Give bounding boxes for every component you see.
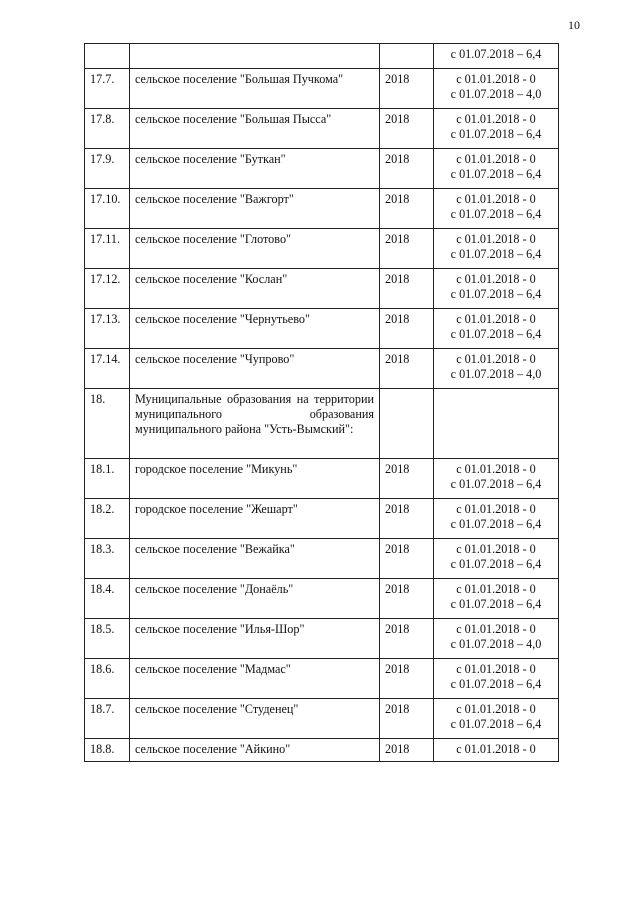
rate-cell: [434, 619, 559, 659]
rates-table: [84, 43, 559, 762]
rate-line: с 01.07.2018 – 6,4: [450, 327, 542, 341]
row-number: 18.: [85, 389, 130, 459]
rate-line: с 01.07.2018 – 4,0: [450, 87, 542, 101]
rate-line: с 01.07.2018 – 6,4: [450, 477, 542, 491]
rate-cell: [434, 699, 559, 739]
rate-line: с 01.01.2018 - 0: [456, 502, 536, 516]
year-cell: 2018: [380, 269, 434, 309]
rate-cell: [434, 229, 559, 269]
rate-cell: [434, 69, 559, 109]
municipality-name: городское поселение "Жешарт": [130, 499, 380, 539]
rate-line: с 01.07.2018 – 6,4: [450, 717, 542, 731]
row-number: 17.11.: [85, 229, 130, 269]
row-number: 18.7.: [85, 699, 130, 739]
row-number: 18.2.: [85, 499, 130, 539]
municipality-name: сельское поселение "Илья-Шор": [130, 619, 380, 659]
year-cell: [380, 389, 434, 459]
year-cell: 2018: [380, 189, 434, 229]
municipality-name: сельское поселение "Чупрово": [130, 349, 380, 389]
row-number: 17.10.: [85, 189, 130, 229]
rate-line: с 01.01.2018 - 0: [456, 312, 536, 326]
table-row: [85, 699, 559, 739]
year-cell: [380, 44, 434, 69]
table-row: [85, 189, 559, 229]
year-cell: 2018: [380, 739, 434, 762]
rate-line: с 01.07.2018 – 6,4: [450, 517, 542, 531]
section-title: Муниципальные образования на территории муниципального образования муниципального района "Усть-Вымский":: [130, 389, 380, 459]
municipality-name: сельское поселение "Глотово": [130, 229, 380, 269]
rate-cell: [434, 269, 559, 309]
rate-cell: [434, 579, 559, 619]
table-row: [85, 269, 559, 309]
rate-cell: [434, 189, 559, 229]
row-number: 18.1.: [85, 459, 130, 499]
rate-cell: [434, 539, 559, 579]
row-number: [85, 44, 130, 69]
row-number: 18.8.: [85, 739, 130, 762]
year-cell: 2018: [380, 229, 434, 269]
rate-line: с 01.07.2018 – 6,4: [450, 557, 542, 571]
row-number: 17.14.: [85, 349, 130, 389]
rate-line: с 01.01.2018 - 0: [456, 702, 536, 716]
rate-line: с 01.01.2018 - 0: [456, 152, 536, 166]
municipality-name: сельское поселение "Большая Пучкома": [130, 69, 380, 109]
table-row: [85, 659, 559, 699]
row-number: 17.12.: [85, 269, 130, 309]
row-number: 17.9.: [85, 149, 130, 189]
rates-table-body: [85, 44, 559, 762]
table-row: [85, 229, 559, 269]
row-number: 17.13.: [85, 309, 130, 349]
rate-line: с 01.01.2018 - 0: [456, 662, 536, 676]
table-row: [85, 579, 559, 619]
year-cell: 2018: [380, 459, 434, 499]
table-row: [85, 739, 559, 762]
table-row: [85, 149, 559, 189]
rate-cell: [434, 349, 559, 389]
page-number: 10: [568, 18, 580, 32]
year-cell: 2018: [380, 659, 434, 699]
rate-line: с 01.07.2018 – 6,4: [450, 127, 542, 141]
rate-line: с 01.01.2018 - 0: [456, 462, 536, 476]
rate-line: с 01.07.2018 – 4,0: [450, 367, 542, 381]
rate-cell: [434, 499, 559, 539]
municipality-name: сельское поселение "Важгорт": [130, 189, 380, 229]
rate-line: с 01.01.2018 - 0: [456, 542, 536, 556]
year-cell: 2018: [380, 579, 434, 619]
table-row: [85, 459, 559, 499]
year-cell: 2018: [380, 69, 434, 109]
table-row: [85, 44, 559, 69]
table-row: [85, 309, 559, 349]
rate-line: с 01.01.2018 - 0: [456, 272, 536, 286]
rate-line: с 01.07.2018 – 6,4: [450, 167, 542, 181]
rate-line: с 01.01.2018 - 0: [456, 622, 536, 636]
row-number: 18.3.: [85, 539, 130, 579]
rate-line: с 01.07.2018 – 6,4: [450, 287, 542, 301]
section-header-row: [85, 389, 559, 459]
row-number: 18.6.: [85, 659, 130, 699]
year-cell: 2018: [380, 109, 434, 149]
row-number: 17.7.: [85, 69, 130, 109]
rate-line: с 01.01.2018 - 0: [456, 72, 536, 86]
municipality-name: сельское поселение "Большая Пысса": [130, 109, 380, 149]
row-number: 18.5.: [85, 619, 130, 659]
table-row: [85, 619, 559, 659]
municipality-name: сельское поселение "Айкино": [130, 739, 380, 762]
rate-line: с 01.07.2018 – 6,4: [450, 677, 542, 691]
rate-cell: [434, 44, 559, 69]
rate-cell: [434, 459, 559, 499]
rate-line: с 01.01.2018 - 0: [456, 742, 536, 756]
rate-line: с 01.07.2018 – 6,4: [450, 597, 542, 611]
rate-cell: [434, 149, 559, 189]
table-row: [85, 109, 559, 149]
municipality-name: [130, 44, 380, 69]
year-cell: 2018: [380, 499, 434, 539]
rate-cell: [434, 739, 559, 762]
rate-line: с 01.01.2018 - 0: [456, 232, 536, 246]
municipality-name: сельское поселение "Буткан": [130, 149, 380, 189]
municipality-name: сельское поселение "Вежайка": [130, 539, 380, 579]
table-row: [85, 539, 559, 579]
rate-cell: [434, 389, 559, 459]
rate-line: с 01.01.2018 - 0: [456, 112, 536, 126]
rate-line: с 01.01.2018 - 0: [456, 582, 536, 596]
row-number: 18.4.: [85, 579, 130, 619]
municipality-name: сельское поселение "Донаёль": [130, 579, 380, 619]
rate-cell: [434, 109, 559, 149]
municipality-name: сельское поселение "Мадмас": [130, 659, 380, 699]
rate-line: с 01.07.2018 – 6,4: [450, 207, 542, 221]
table-row: [85, 69, 559, 109]
row-number: 17.8.: [85, 109, 130, 149]
municipality-name: сельское поселение "Чернутьево": [130, 309, 380, 349]
year-cell: 2018: [380, 619, 434, 659]
year-cell: 2018: [380, 149, 434, 189]
year-cell: 2018: [380, 309, 434, 349]
year-cell: 2018: [380, 699, 434, 739]
rate-line: с 01.01.2018 - 0: [456, 192, 536, 206]
rate-cell: [434, 659, 559, 699]
rate-line: с 01.01.2018 - 0: [456, 352, 536, 366]
rate-cell: [434, 309, 559, 349]
rate-line: с 01.07.2018 – 6,4: [450, 247, 542, 261]
municipality-name: городское поселение "Микунь": [130, 459, 380, 499]
municipality-name: сельское поселение "Кослан": [130, 269, 380, 309]
table-row: [85, 499, 559, 539]
municipality-name: сельское поселение "Студенец": [130, 699, 380, 739]
year-cell: 2018: [380, 539, 434, 579]
year-cell: 2018: [380, 349, 434, 389]
rate-line: с 01.07.2018 – 4,0: [450, 637, 542, 651]
table-row: [85, 349, 559, 389]
rate-line: с 01.07.2018 – 6,4: [450, 47, 542, 61]
